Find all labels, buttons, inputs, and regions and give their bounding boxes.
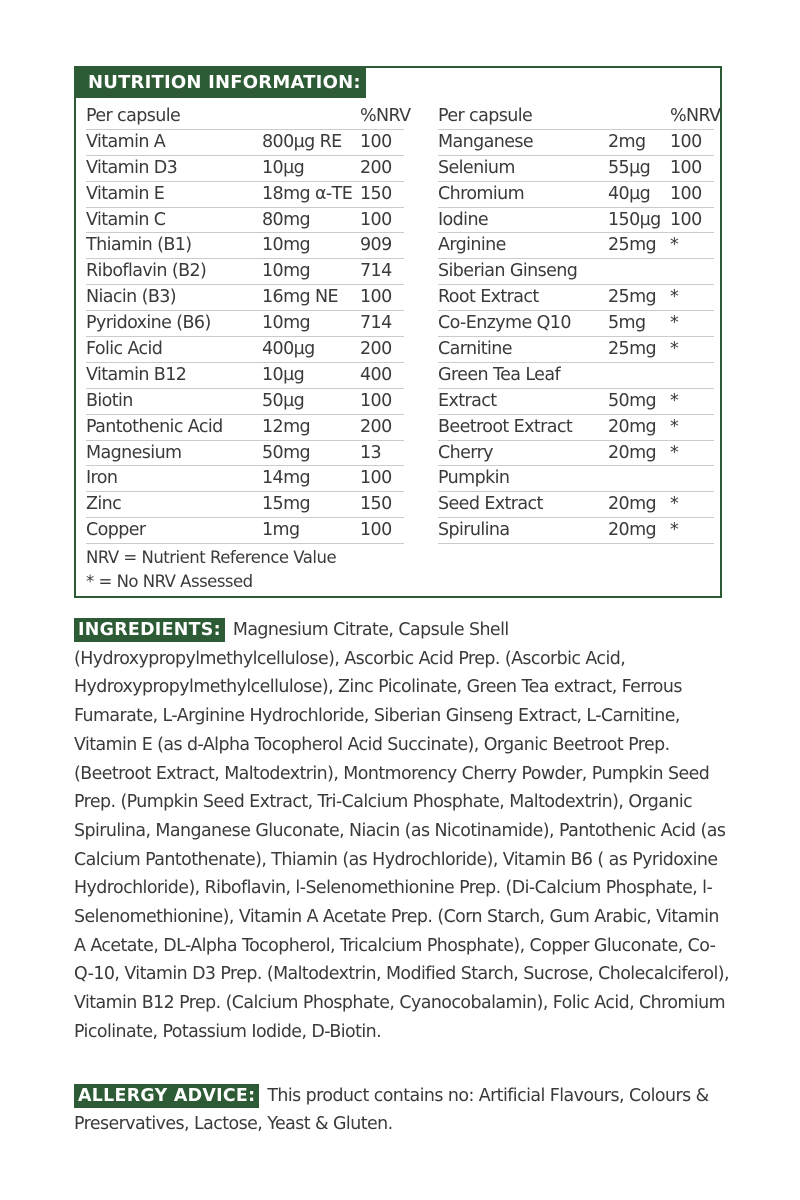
nutrient-amount: 18mg α-TE [262,183,353,204]
nutrient-name: Arginine [438,235,506,256]
nutrient-amount: 10mg [262,261,311,282]
nutrient-name: Vitamin D3 [86,157,178,178]
nutrient-name: Selenium [438,157,515,178]
nutrient-row [86,182,404,208]
nutrient-nrv: 714 [360,313,392,334]
nutrient-name: Co-Enzyme Q10 [438,313,571,334]
nutrient-amount: 16mg NE [262,287,338,308]
nutrient-row [86,285,404,311]
nutrient-row [438,415,714,441]
nutrient-amount: 150µg [608,209,661,230]
nutrient-nrv: 13 [360,442,382,463]
nutrient-row [438,518,714,544]
nutrient-nrv: 100 [360,390,392,411]
nutrient-name: Spirulina [438,520,510,541]
nutrient-amount: 10mg [262,235,311,256]
header-per-capsule: Per capsule [86,106,181,126]
nutrient-name: Thiamin (B1) [86,235,192,256]
nutrient-amount: 10µg [262,157,305,178]
nutrient-amount: 400µg [262,339,315,360]
nutrient-row [438,389,714,415]
allergy-section [74,1082,734,1138]
nutrient-name: Green Tea Leaf [438,364,561,385]
nutrient-amount: 20mg [608,494,657,515]
nutrient-nrv: 200 [360,416,392,437]
nutrient-amount: 20mg [608,520,657,541]
nutrient-amount: 20mg [608,416,657,437]
nutrient-row [438,492,714,518]
nutrient-name: Riboflavin (B2) [86,261,207,282]
nutrition-title: NUTRITION INFORMATION: [76,68,366,98]
nutrient-row [86,208,404,234]
nutrient-row [438,233,714,259]
header-nrv: %NRV [670,106,721,126]
nutrient-row [438,363,714,389]
nutrient-name: Root Extract [438,287,539,308]
nutrient-amount: 1mg [262,520,300,541]
nutrition-information-panel [74,66,722,598]
nutrient-nrv: 200 [360,157,392,178]
nutrient-name: Zinc [86,494,122,515]
nutrient-amount: 15mg [262,494,311,515]
header-per-capsule: Per capsule [438,106,533,126]
nutrient-amount: 40µg [608,183,651,204]
nutrient-amount: 25mg [608,339,657,360]
nutrient-name: Pantothenic Acid [86,416,223,437]
nutrient-nrv: 100 [360,131,392,152]
nutrient-nrv: * [670,339,679,360]
nutrient-row [86,311,404,337]
nutrient-nrv: * [670,287,679,308]
allergy-label: ALLERGY ADVICE: [74,1084,259,1108]
nutrient-nrv: 100 [360,520,392,541]
nutrient-row [86,415,404,441]
nutrient-amount: 10mg [262,313,311,334]
nutrient-nrv: 100 [670,183,702,204]
nutrient-nrv: 100 [670,131,702,152]
nutrient-name: Beetroot Extract [438,416,573,437]
nutrient-row [438,285,714,311]
nutrient-amount: 2mg [608,131,646,152]
nutrient-row [438,156,714,182]
nutrient-row [86,337,404,363]
nutrient-nrv: * [670,416,679,437]
nutrient-nrv: 100 [670,209,702,230]
nutrient-name: Extract [438,390,497,411]
nutrient-amount: 80mg [262,209,311,230]
nutrient-name: Pyridoxine (B6) [86,313,211,334]
nutrient-amount: 25mg [608,235,657,256]
nutrient-row [438,208,714,234]
nutrient-nrv: * [670,494,679,515]
nutrient-row [86,518,404,544]
nutrient-nrv: 909 [360,235,392,256]
nutrient-row [438,441,714,467]
nutrient-name: Niacin (B3) [86,287,177,308]
nutrient-row [438,337,714,363]
legend-asterisk-definition: * = No NRV Assessed [86,572,253,591]
nutrient-nrv: * [670,390,679,411]
nutrient-name: Copper [86,520,146,541]
nutrient-nrv: * [670,442,679,463]
legend-nrv-definition: NRV = Nutrient Reference Value [86,548,337,567]
nutrient-nrv: 714 [360,261,392,282]
nutrient-nrv: 150 [360,183,392,204]
nutrient-nrv: * [670,520,679,541]
table-header [438,104,721,130]
nutrient-nrv: 200 [360,339,392,360]
nutrient-nrv: 100 [670,157,702,178]
nutrient-amount: 12mg [262,416,311,437]
nutrient-amount: 50µg [262,390,305,411]
nutrient-row [86,492,404,518]
ingredients-section [74,616,734,1047]
nutrition-table-right [438,104,721,552]
nutrient-row [438,259,714,285]
nutrient-name: Pumpkin [438,468,510,489]
nutrient-row [86,466,404,492]
nutrient-name: Vitamin C [86,209,166,230]
nutrient-amount: 25mg [608,287,657,308]
nutrient-amount: 50mg [608,390,657,411]
nutrient-rows [438,130,714,544]
nutrient-amount: 55µg [608,157,651,178]
nutrient-row [438,311,714,337]
nutrient-amount: 10µg [262,364,305,385]
nutrient-nrv: * [670,235,679,256]
nutrient-row [86,130,404,156]
nutrient-amount: 5mg [608,313,646,334]
nutrient-name: Cherry [438,442,493,463]
nutrient-row [438,130,714,156]
nutrient-nrv: 150 [360,494,392,515]
nutrient-amount: 800µg RE [262,131,342,152]
nutrient-name: Biotin [86,390,133,411]
nutrient-row [86,441,404,467]
nutrient-row [86,389,404,415]
nrv-legend [86,546,336,594]
header-nrv: %NRV [360,106,411,126]
nutrient-row [438,182,714,208]
nutrition-table-left [86,104,411,552]
ingredients-text: Magnesium Citrate, Capsule Shell (Hydroxypropylmethylcellulose), Ascorbic Acid Prep. (Ascorbic Acid, Hydroxypropylmethylcellulose), Zinc Picolinate, Green Tea extract, Ferrous Fumarate, L-Arginine Hydrochloride, Siberian Ginseng Extract, L-Carnitine, Vitamin E (as d-Alpha Tocopherol Acid Succinate), Organic Beetroot Prep. (Beetroot Extract, Maltodextrin), Montmorency Cherry Powder, Pumpkin Seed Prep. (Pumpkin Seed Extract, Tri-Calcium Phosphate, Maltodextrin), Organic Spirulina, Manganese Gluconate, Niacin (as Nicotinamide), Pantothenic Acid (as Calcium Pantothenate), Thiamin (as Hydrochloride), Vitamin B6 ( as Pyridoxine Hydrochloride), Riboflavin, l-Selenomethionine Prep. (Di-Calcium Phosphate, l-Selenomethionine), Vitamin A Acetate Prep. (Corn Starch, Gum Arabic, Vitamin A Acetate, DL-Alpha Tocopherol, Tricalcium Phosphate), Copper Gluconate, Co-Q-10, Vitamin D3 Prep. (Maltodextrin, Modified Starch, Sucrose, Cholecalciferol), Vitamin B12 Prep. (Calcium Phosphate, Cyanocobalamin), Folic Acid, Chromium Picolinate, Potassium Iodide, D-Biotin. [74,620,729,1042]
ingredients-label: INGREDIENTS: [74,618,225,642]
nutrient-row [86,259,404,285]
nutrient-name: Carnitine [438,339,512,360]
allergy-text: This product contains no: Artificial Flavours, Colours & Preservatives, Lactose, Yeast & Gluten. [74,1086,709,1134]
nutrient-amount: 20mg [608,442,657,463]
nutrient-nrv: * [670,313,679,334]
nutrient-name: Manganese [438,131,534,152]
nutrient-nrv: 400 [360,364,392,385]
nutrient-row [86,233,404,259]
nutrient-name: Iodine [438,209,489,230]
nutrient-row [86,363,404,389]
nutrient-name: Siberian Ginseng [438,261,578,282]
nutrient-row [86,156,404,182]
nutrient-nrv: 100 [360,209,392,230]
table-header [86,104,411,130]
nutrient-name: Iron [86,468,118,489]
nutrient-nrv: 100 [360,287,392,308]
nutrient-name: Magnesium [86,442,182,463]
nutrient-amount: 14mg [262,468,311,489]
nutrient-name: Folic Acid [86,339,163,360]
nutrient-nrv: 100 [360,468,392,489]
nutrient-amount: 50mg [262,442,311,463]
nutrient-row [438,466,714,492]
nutrient-name: Chromium [438,183,525,204]
nutrient-name: Seed Extract [438,494,543,515]
nutrient-name: Vitamin A [86,131,166,152]
nutrient-name: Vitamin B12 [86,364,187,385]
nutrient-name: Vitamin E [86,183,165,204]
nutrient-rows [86,130,404,544]
